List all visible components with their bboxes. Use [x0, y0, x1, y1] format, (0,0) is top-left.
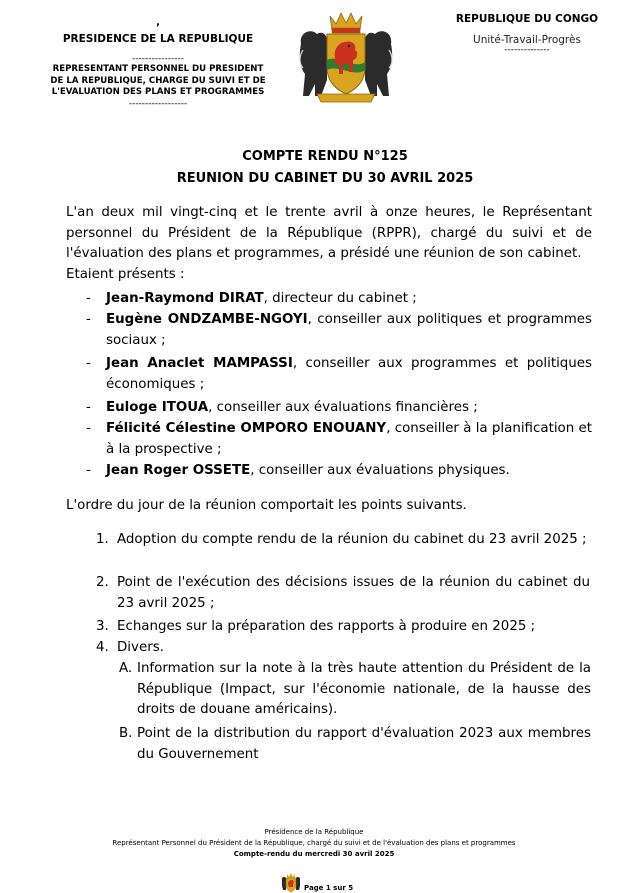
- sub-item-text: Information sur la note à la très haute attention du Président de la République (Impact, sur l'économie nationale, de la hausse des droits de douane américains).: [137, 661, 591, 717]
- agenda-text: Echanges sur la préparation des rapports à produire en 2025 ;: [117, 619, 536, 634]
- header-separator-2: ------------------: [128, 98, 188, 109]
- member-role: , directeur du cabinet ;: [263, 291, 417, 306]
- member-item: [66, 398, 592, 419]
- rp-line: DE LA REPUBLIQUE, CHARGE DU SUIVI ET DE: [50, 75, 266, 86]
- meeting-title: REUNION DU CABINET DU 30 AVRIL 2025: [176, 171, 474, 186]
- member-role: , conseiller aux politiques et programmes sociaux ;: [106, 312, 593, 348]
- member-role: , conseiller aux évaluations physiques.: [250, 463, 510, 478]
- page-footer: [80, 827, 548, 860]
- footer-line-1: Présidence de la République: [264, 828, 364, 836]
- country-name: REPUBLIQUE DU CONGO: [455, 13, 599, 25]
- page-number: Page 1 sur 5: [304, 884, 354, 892]
- bullet: -: [86, 421, 91, 436]
- footer-line-2: Représentant Personnel du Président de la République, chargé du suivi et de l'évaluation des plans et programmes: [112, 839, 516, 847]
- header-separator: ----------------: [132, 54, 184, 64]
- agenda-sub-item: [113, 724, 591, 765]
- rp-title: [28, 64, 288, 99]
- member-role: , conseiller aux programmes et politiques économiques ;: [106, 356, 593, 392]
- sub-item-letter: B.: [119, 726, 133, 741]
- rp-line: REPRESENTANT PERSONNEL DU PRESIDENT: [52, 64, 264, 74]
- member-name: Félicité Célestine OMPORO ENOUANY: [106, 421, 387, 436]
- member-item: [66, 310, 592, 351]
- agenda-item: [90, 638, 590, 659]
- agenda-item: [90, 573, 590, 614]
- footer-line-3: Compte-rendu du mercredi 30 avril 2025: [233, 850, 395, 858]
- agenda-text: Divers.: [117, 640, 164, 655]
- intro-paragraph: L'an deux mil vingt-cinq et le trente avril à onze heures, le Représentant personnel du Président de la République (RPPR), chargé du suivi et de l'évaluation des plans et programmes, a présidé une réunion de son cabinet.: [66, 205, 592, 261]
- agenda-sub-item: [113, 659, 591, 721]
- bullet: -: [86, 400, 91, 415]
- footer-emblem-icon: [280, 872, 302, 893]
- header-left: [28, 18, 288, 109]
- member-role: , conseiller à la planification et à la prospective ;: [106, 421, 592, 457]
- sub-item-text: Point de la distribution du rapport d'évaluation 2023 aux membres du Gouvernement: [137, 726, 591, 762]
- header-right: [432, 13, 622, 55]
- member-name: Jean-Raymond DIRAT: [106, 291, 264, 306]
- member-role: , conseiller aux évaluations financières ;: [208, 400, 478, 415]
- agenda-number: 1.: [96, 532, 109, 547]
- agenda-number: 2.: [96, 575, 109, 590]
- member-item: [66, 354, 592, 395]
- present-label: Etaient présents :: [66, 267, 185, 282]
- bullet: -: [86, 463, 91, 478]
- agenda-number: 4.: [96, 640, 109, 655]
- agenda-text: Point de l'exécution des décisions issues de la réunion du cabinet du 23 avril 2025 ;: [117, 575, 590, 611]
- bullet: -: [86, 356, 91, 371]
- header-right-separator: --------------: [504, 45, 550, 55]
- rp-line: L'EVALUATION DES PLANS ET PROGRAMMES: [51, 87, 265, 97]
- agenda-item: [90, 617, 590, 638]
- coat-of-arms-icon: [297, 10, 395, 106]
- member-name: Eugène ONDZAMBE-NGOYI: [106, 312, 308, 327]
- bullet: -: [86, 291, 91, 306]
- national-motto: Unité-Travail-Progrès: [473, 34, 581, 46]
- member-item: [66, 419, 592, 460]
- member-item: [66, 461, 592, 482]
- presidence-heading: PRESIDENCE DE LA REPUBLIQUE: [62, 33, 254, 45]
- sub-item-letter: A.: [119, 661, 133, 676]
- document-title: COMPTE RENDU N°125: [242, 149, 408, 164]
- header-comma: ,: [156, 17, 160, 28]
- agenda-text: Adoption du compte rendu de la réunion du cabinet du 23 avril 2025 ;: [117, 532, 587, 547]
- agenda-number: 3.: [96, 619, 109, 634]
- member-name: Euloge ITOUA: [106, 400, 209, 415]
- agenda-item: [90, 530, 590, 551]
- member-item: [66, 289, 592, 310]
- bullet: -: [86, 312, 91, 327]
- member-name: Jean Anaclet MAMPASSI: [106, 356, 293, 371]
- agenda-intro: L'ordre du jour de la réunion comportait les points suivants.: [66, 498, 467, 513]
- member-name: Jean Roger OSSETE: [106, 463, 251, 478]
